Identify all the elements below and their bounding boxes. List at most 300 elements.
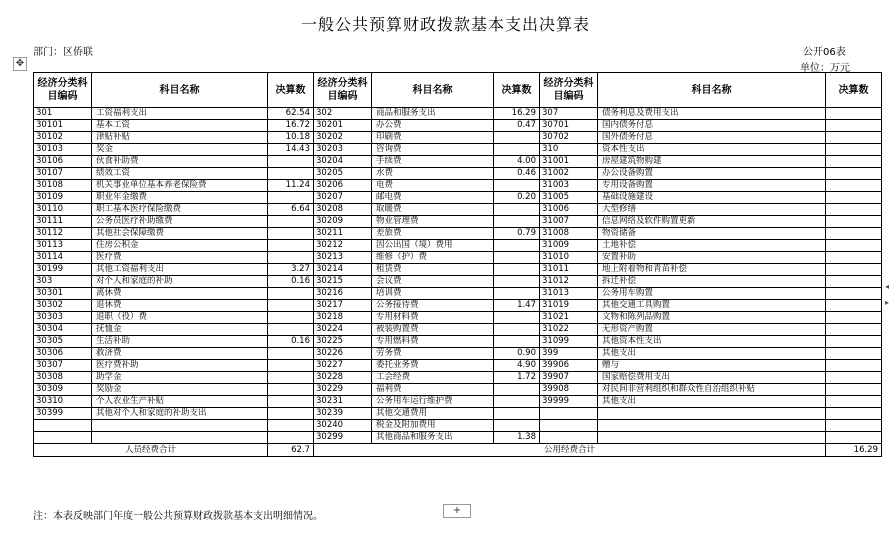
code-cell: 31006 (540, 204, 598, 216)
amount-cell (826, 348, 882, 360)
amount-cell: 0.16 (268, 336, 314, 348)
code-cell: 30199 (34, 264, 92, 276)
subject-name-cell: 其他社会保障缴费 (92, 228, 268, 240)
code-cell: 31021 (540, 312, 598, 324)
amount-cell: 0.46 (494, 168, 540, 180)
subject-name-cell: 医疗费 (92, 252, 268, 264)
amount-cell (826, 144, 882, 156)
table-row (34, 384, 882, 396)
amount-cell (494, 276, 540, 288)
amount-cell (826, 432, 882, 444)
move-handle-icon[interactable]: ✥ (13, 57, 27, 71)
amount-cell (826, 420, 882, 432)
subject-name-cell: 其他对个人和家庭的补助支出 (92, 408, 268, 420)
amount-cell: 10.18 (268, 132, 314, 144)
column-header: 经济分类科目编码 (540, 73, 598, 108)
column-header: 决算数 (826, 73, 882, 108)
subject-name-cell: 国外债务付息 (598, 132, 826, 144)
table-row (34, 228, 882, 240)
code-cell: 30101 (34, 120, 92, 132)
amount-cell (268, 300, 314, 312)
table-row (34, 312, 882, 324)
subject-name-cell: 公务用车运行维护费 (372, 396, 494, 408)
amount-cell: 14.43 (268, 144, 314, 156)
amount-cell (826, 324, 882, 336)
code-cell: 30231 (314, 396, 372, 408)
code-cell: 31019 (540, 300, 598, 312)
subject-name-cell: 绩效工资 (92, 168, 268, 180)
amount-cell (826, 336, 882, 348)
amount-cell (268, 216, 314, 228)
department-label: 部门：区侨联 (33, 47, 93, 58)
code-cell: 30305 (34, 336, 92, 348)
subject-name-cell: 医疗费补助 (92, 360, 268, 372)
column-header: 科目名称 (92, 73, 268, 108)
public-total-label: 公用经费合计 (314, 444, 826, 457)
table-row (34, 288, 882, 300)
code-cell: 31010 (540, 252, 598, 264)
amount-cell (494, 420, 540, 432)
amount-cell: 0.79 (494, 228, 540, 240)
code-cell: 30109 (34, 192, 92, 204)
amount-cell (268, 240, 314, 252)
scroll-up-icon[interactable]: ◂ (884, 282, 889, 291)
amount-cell (494, 336, 540, 348)
amount-cell (826, 372, 882, 384)
amount-cell (494, 132, 540, 144)
amount-cell (826, 384, 882, 396)
table-row (34, 300, 882, 312)
code-cell (34, 420, 92, 432)
subject-name-cell: 其他交通费用 (372, 408, 494, 420)
table-row (34, 144, 882, 156)
subject-name-cell: 维修（护）费 (372, 252, 494, 264)
subject-name-cell: 电费 (372, 180, 494, 192)
code-cell: 30208 (314, 204, 372, 216)
amount-cell (494, 216, 540, 228)
form-number: 公开06表 (803, 47, 846, 58)
amount-cell (494, 312, 540, 324)
amount-cell (268, 228, 314, 240)
amount-cell (268, 252, 314, 264)
subject-name-cell: 国内债务付息 (598, 120, 826, 132)
code-cell: 30228 (314, 372, 372, 384)
code-cell: 30201 (314, 120, 372, 132)
scroll-down-icon[interactable]: ▸ (884, 298, 889, 307)
subject-name-cell: 被装购置费 (372, 324, 494, 336)
amount-cell (826, 204, 882, 216)
code-cell: 39906 (540, 360, 598, 372)
code-cell: 30218 (314, 312, 372, 324)
code-cell: 30203 (314, 144, 372, 156)
code-cell (540, 420, 598, 432)
table-row (34, 276, 882, 288)
table-row (34, 132, 882, 144)
code-cell: 30309 (34, 384, 92, 396)
subject-name-cell: 信息网络及软件购置更新 (598, 216, 826, 228)
code-cell: 30202 (314, 132, 372, 144)
subject-name-cell: 水费 (372, 168, 494, 180)
subject-name-cell: 工会经费 (372, 372, 494, 384)
table-row (34, 204, 882, 216)
amount-cell (268, 384, 314, 396)
subject-name-cell: 土地补偿 (598, 240, 826, 252)
code-cell: 31099 (540, 336, 598, 348)
code-cell: 310 (540, 144, 598, 156)
amount-cell (268, 372, 314, 384)
table-row (34, 156, 882, 168)
subject-name-cell: 生活补助 (92, 336, 268, 348)
amount-cell: 62.54 (268, 108, 314, 120)
code-cell: 30307 (34, 360, 92, 372)
page-title: 一般公共预算财政拨款基本支出决算表 (300, 15, 590, 34)
amount-cell (826, 300, 882, 312)
subject-name-cell (92, 420, 268, 432)
subject-name-cell: 培训费 (372, 288, 494, 300)
subject-name-cell: 赠与 (598, 360, 826, 372)
subject-name-cell: 职业年金缴费 (92, 192, 268, 204)
code-cell: 30211 (314, 228, 372, 240)
table-row (34, 168, 882, 180)
amount-cell: 11.24 (268, 180, 314, 192)
subject-name-cell: 其他交通工具购置 (598, 300, 826, 312)
code-cell: 30102 (34, 132, 92, 144)
subject-name-cell: 办公设备购置 (598, 168, 826, 180)
amount-cell (826, 408, 882, 420)
code-cell: 31013 (540, 288, 598, 300)
subject-name-cell: 商品和服务支出 (372, 108, 494, 120)
code-cell: 30239 (314, 408, 372, 420)
amount-cell (826, 276, 882, 288)
amount-cell (826, 180, 882, 192)
subject-name-cell: 其他支出 (598, 348, 826, 360)
code-cell: 30108 (34, 180, 92, 192)
code-cell: 30204 (314, 156, 372, 168)
unit-label: 单位：万元 (800, 63, 850, 74)
code-cell: 303 (34, 276, 92, 288)
column-header: 决算数 (494, 73, 540, 108)
code-cell (34, 432, 92, 444)
personnel-total-value: 62.7 (268, 444, 314, 457)
subject-name-cell: 房屋建筑物购建 (598, 156, 826, 168)
code-cell: 30113 (34, 240, 92, 252)
code-cell: 30224 (314, 324, 372, 336)
subject-name-cell: 职工基本医疗保险缴费 (92, 204, 268, 216)
code-cell: 30209 (314, 216, 372, 228)
code-cell: 39999 (540, 396, 598, 408)
code-cell: 30111 (34, 216, 92, 228)
code-cell: 30227 (314, 360, 372, 372)
amount-cell: 16.72 (268, 120, 314, 132)
amount-cell (826, 132, 882, 144)
amount-cell: 0.90 (494, 348, 540, 360)
subject-name-cell: 文物和陈列品购置 (598, 312, 826, 324)
subject-name-cell: 津贴补贴 (92, 132, 268, 144)
subject-name-cell: 因公出国（境）费用 (372, 240, 494, 252)
subject-name-cell: 对民间非营利组织和群众性自治组织补贴 (598, 384, 826, 396)
amount-cell (494, 264, 540, 276)
amount-cell (826, 168, 882, 180)
amount-cell (268, 360, 314, 372)
subject-name-cell: 委托业务费 (372, 360, 494, 372)
subject-name-cell: 救济费 (92, 348, 268, 360)
amount-cell (826, 216, 882, 228)
subject-name-cell: 个人农业生产补贴 (92, 396, 268, 408)
code-cell: 30212 (314, 240, 372, 252)
subject-name-cell: 大型修缮 (598, 204, 826, 216)
code-cell: 30240 (314, 420, 372, 432)
amount-cell: 3.27 (268, 264, 314, 276)
table-row (34, 252, 882, 264)
subject-name-cell: 其他资本性支出 (598, 336, 826, 348)
subject-name-cell: 取暖费 (372, 204, 494, 216)
subject-name-cell: 公务接待费 (372, 300, 494, 312)
table-row (34, 120, 882, 132)
column-header: 决算数 (268, 73, 314, 108)
amount-cell: 1.72 (494, 372, 540, 384)
amount-cell: 4.90 (494, 360, 540, 372)
table-row (34, 360, 882, 372)
amount-cell (826, 360, 882, 372)
footnote: 注：本表反映部门年度一般公共预算财政拨款基本支出明细情况。 (33, 511, 323, 522)
code-cell: 30702 (540, 132, 598, 144)
subject-name-cell (598, 408, 826, 420)
table-row (34, 108, 882, 120)
subject-name-cell: 对个人和家庭的补助 (92, 276, 268, 288)
table-row (34, 336, 882, 348)
code-cell: 30399 (34, 408, 92, 420)
subject-name-cell: 办公费 (372, 120, 494, 132)
code-cell: 31003 (540, 180, 598, 192)
amount-cell: 1.47 (494, 300, 540, 312)
amount-cell (494, 288, 540, 300)
code-cell: 399 (540, 348, 598, 360)
code-cell: 30304 (34, 324, 92, 336)
subject-name-cell: 国家赔偿费用支出 (598, 372, 826, 384)
code-cell (540, 432, 598, 444)
subject-name-cell: 税金及附加费用 (372, 420, 494, 432)
table-row (34, 408, 882, 420)
subject-name-cell: 退职（役）费 (92, 312, 268, 324)
subject-name-cell: 其他工资福利支出 (92, 264, 268, 276)
subject-name-cell: 印刷费 (372, 132, 494, 144)
subject-name-cell: 物资储备 (598, 228, 826, 240)
code-cell (540, 408, 598, 420)
amount-cell: 1.38 (494, 432, 540, 444)
amount-cell (494, 144, 540, 156)
code-cell: 30214 (314, 264, 372, 276)
code-cell: 30216 (314, 288, 372, 300)
code-cell: 39907 (540, 372, 598, 384)
code-cell: 30701 (540, 120, 598, 132)
code-cell: 30308 (34, 372, 92, 384)
code-cell: 30215 (314, 276, 372, 288)
subject-name-cell: 咨询费 (372, 144, 494, 156)
subject-name-cell: 物业管理费 (372, 216, 494, 228)
amount-cell (268, 168, 314, 180)
subject-name-cell: 机关事业单位基本养老保险费 (92, 180, 268, 192)
subject-name-cell (92, 432, 268, 444)
amount-cell: 6.64 (268, 204, 314, 216)
amount-cell: 0.16 (268, 276, 314, 288)
code-cell: 31011 (540, 264, 598, 276)
code-cell: 30301 (34, 288, 92, 300)
subject-name-cell: 专用材料费 (372, 312, 494, 324)
code-cell: 31008 (540, 228, 598, 240)
code-cell: 302 (314, 108, 372, 120)
subject-name-cell: 拆迁补偿 (598, 276, 826, 288)
subject-name-cell: 专用设备购置 (598, 180, 826, 192)
amount-cell: 0.20 (494, 192, 540, 204)
subject-name-cell: 奖励金 (92, 384, 268, 396)
amount-cell (494, 252, 540, 264)
amount-cell (494, 384, 540, 396)
code-cell: 30103 (34, 144, 92, 156)
subject-name-cell: 抚恤金 (92, 324, 268, 336)
amount-cell (826, 228, 882, 240)
subject-name-cell: 基本工资 (92, 120, 268, 132)
code-cell: 30207 (314, 192, 372, 204)
amount-cell: 4.00 (494, 156, 540, 168)
amount-cell (826, 396, 882, 408)
table-row (34, 324, 882, 336)
code-cell: 31005 (540, 192, 598, 204)
amount-cell (494, 324, 540, 336)
subject-name-cell: 退休费 (92, 300, 268, 312)
amount-cell (268, 420, 314, 432)
code-cell: 30302 (34, 300, 92, 312)
code-cell: 30226 (314, 348, 372, 360)
table-row (34, 216, 882, 228)
subject-name-cell: 手续费 (372, 156, 494, 168)
amount-cell (268, 192, 314, 204)
code-cell: 30229 (314, 384, 372, 396)
subject-name-cell: 助学金 (92, 372, 268, 384)
amount-cell: 16.29 (494, 108, 540, 120)
table-row (34, 240, 882, 252)
table-row (34, 180, 882, 192)
amount-cell (268, 396, 314, 408)
code-cell: 31002 (540, 168, 598, 180)
amount-cell (268, 348, 314, 360)
table-header-row (34, 73, 882, 108)
code-cell: 301 (34, 108, 92, 120)
subject-name-cell (598, 420, 826, 432)
subject-name-cell: 差旅费 (372, 228, 494, 240)
totals-row (34, 444, 882, 457)
amount-cell (268, 288, 314, 300)
subject-name-cell: 会议费 (372, 276, 494, 288)
amount-cell (268, 408, 314, 420)
amount-cell (826, 120, 882, 132)
code-cell: 31022 (540, 324, 598, 336)
subject-name-cell: 基础设施建设 (598, 192, 826, 204)
code-cell: 31001 (540, 156, 598, 168)
code-cell: 39908 (540, 384, 598, 396)
amount-cell (826, 312, 882, 324)
subject-name-cell: 离休费 (92, 288, 268, 300)
code-cell: 30112 (34, 228, 92, 240)
table-row (34, 420, 882, 432)
code-cell: 31012 (540, 276, 598, 288)
amount-cell (826, 252, 882, 264)
subject-name-cell: 其他支出 (598, 396, 826, 408)
table-row (34, 432, 882, 444)
subject-name-cell (598, 432, 826, 444)
code-cell: 30217 (314, 300, 372, 312)
code-cell: 30205 (314, 168, 372, 180)
amount-cell (826, 108, 882, 120)
personnel-total-label: 人员经费合计 (34, 444, 268, 457)
subject-name-cell: 债务利息及费用支出 (598, 108, 826, 120)
amount-cell (826, 288, 882, 300)
code-cell: 30206 (314, 180, 372, 192)
subject-name-cell: 租赁费 (372, 264, 494, 276)
subject-name-cell: 无形资产购置 (598, 324, 826, 336)
code-cell: 30299 (314, 432, 372, 444)
table-row (34, 372, 882, 384)
amount-cell (268, 324, 314, 336)
code-cell: 30114 (34, 252, 92, 264)
code-cell: 30225 (314, 336, 372, 348)
subject-name-cell: 其他商品和服务支出 (372, 432, 494, 444)
amount-cell (494, 240, 540, 252)
code-cell: 31009 (540, 240, 598, 252)
code-cell: 30110 (34, 204, 92, 216)
amount-cell (826, 264, 882, 276)
amount-cell: 0.47 (494, 120, 540, 132)
amount-cell (268, 432, 314, 444)
column-header: 经济分类科目编码 (34, 73, 92, 108)
subject-name-cell: 公务用车购置 (598, 288, 826, 300)
subject-name-cell: 地上附着物和青苗补偿 (598, 264, 826, 276)
table-row (34, 192, 882, 204)
code-cell: 31007 (540, 216, 598, 228)
column-header: 经济分类科目编码 (314, 73, 372, 108)
subject-name-cell: 专用燃料费 (372, 336, 494, 348)
subject-name-cell: 邮电费 (372, 192, 494, 204)
expenditure-table (33, 72, 882, 457)
subject-name-cell: 伙食补助费 (92, 156, 268, 168)
column-header: 科目名称 (372, 73, 494, 108)
amount-cell (494, 204, 540, 216)
table-row (34, 348, 882, 360)
subject-name-cell: 资本性支出 (598, 144, 826, 156)
subject-name-cell: 安置补助 (598, 252, 826, 264)
amount-cell (826, 192, 882, 204)
subject-name-cell: 工资福利支出 (92, 108, 268, 120)
amount-cell (268, 156, 314, 168)
code-cell: 30106 (34, 156, 92, 168)
subject-name-cell: 公务员医疗补助缴费 (92, 216, 268, 228)
amount-cell (494, 396, 540, 408)
amount-cell (268, 312, 314, 324)
subject-name-cell: 奖金 (92, 144, 268, 156)
code-cell: 30213 (314, 252, 372, 264)
subject-name-cell: 住房公积金 (92, 240, 268, 252)
public-total-value: 16.29 (826, 444, 882, 457)
amount-cell (826, 156, 882, 168)
amount-cell (826, 240, 882, 252)
code-cell: 30303 (34, 312, 92, 324)
code-cell: 30306 (34, 348, 92, 360)
subject-name-cell: 劳务费 (372, 348, 494, 360)
code-cell: 30107 (34, 168, 92, 180)
subject-name-cell: 福利费 (372, 384, 494, 396)
add-icon[interactable]: + (443, 504, 471, 518)
code-cell: 307 (540, 108, 598, 120)
amount-cell (494, 408, 540, 420)
